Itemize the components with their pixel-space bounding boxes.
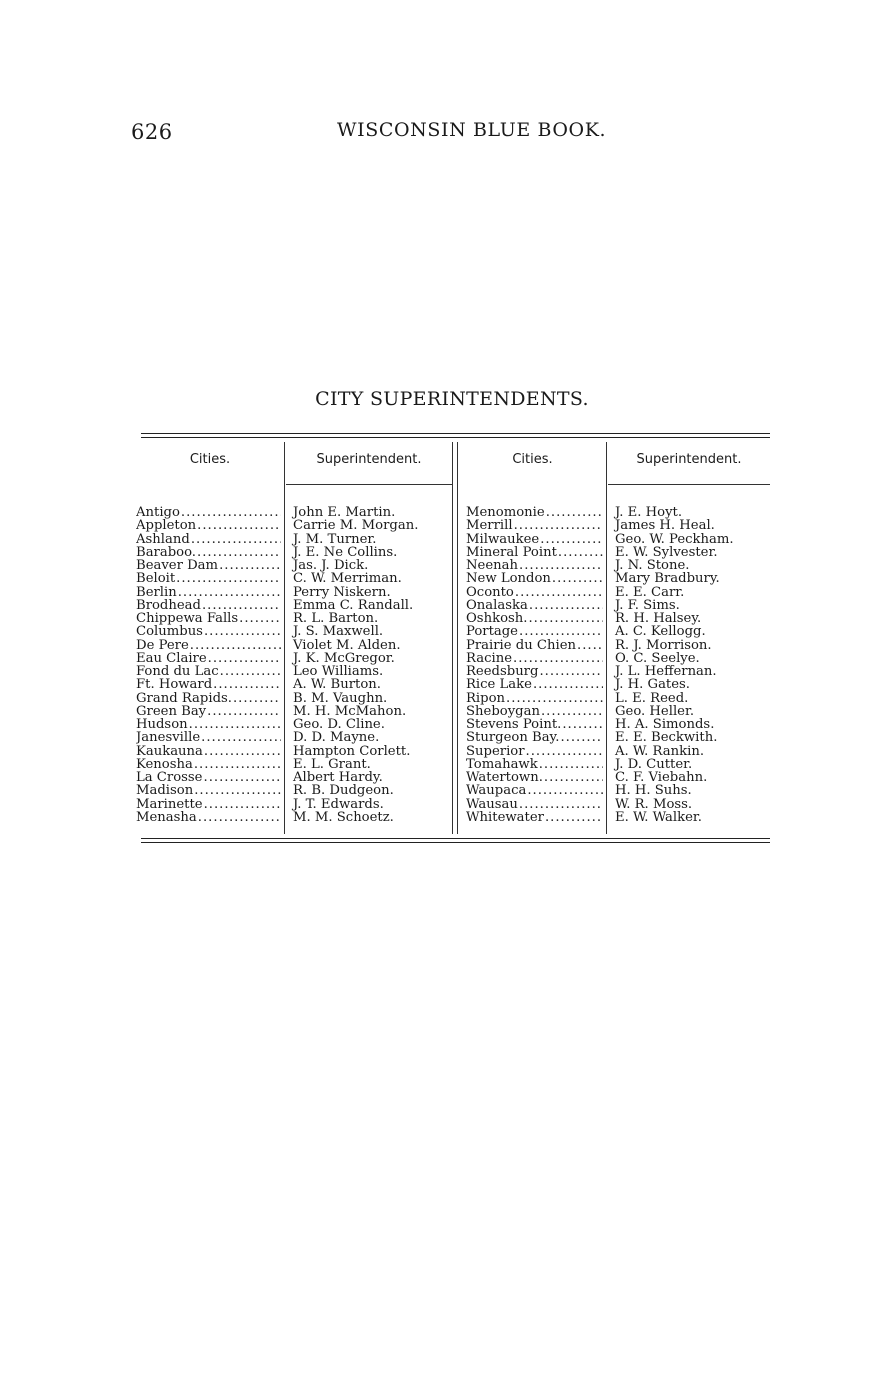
city-cell — [466, 798, 603, 811]
city-name: Waupaca — [466, 784, 527, 798]
leader-dots — [528, 612, 603, 625]
leader-dots — [233, 692, 281, 705]
superintendent-cell: E. W. Sylvester. — [615, 544, 718, 560]
city-cell — [466, 718, 603, 731]
city-name: New London — [466, 572, 551, 586]
leader-dots — [558, 546, 603, 559]
superintendent-cell: R. L. Barton. — [293, 611, 379, 626]
city-name: Beaver Dam — [136, 559, 219, 573]
city-name: Antigo — [136, 506, 180, 520]
city-cell — [466, 639, 603, 652]
column-header-cities-right: Cities. — [512, 452, 553, 467]
city-cell — [466, 811, 603, 824]
leader-dots — [539, 665, 603, 678]
leader-dots — [546, 506, 603, 519]
city-cell — [136, 652, 281, 665]
city-cell — [466, 705, 603, 718]
city-cell — [136, 745, 281, 758]
left-cities-column — [136, 506, 281, 824]
city-name: Grand Rapids. — [136, 691, 232, 705]
city-cell — [136, 586, 281, 599]
city-name: Prairie du Chien — [466, 638, 577, 652]
city-name: Brodhead — [136, 598, 201, 612]
city-cell — [466, 599, 603, 612]
superintendent-cell: Emma C. Randall. — [293, 597, 414, 613]
city-cell — [466, 784, 603, 797]
right-superintendents-column — [615, 506, 770, 824]
header-rule — [608, 484, 770, 485]
city-cell — [136, 572, 281, 585]
leader-dots — [539, 758, 603, 771]
column-divider-center-left — [452, 442, 453, 834]
table-bottom-rule — [141, 838, 770, 839]
city-name: Beloit — [136, 572, 176, 586]
city-name: Stevens Point. — [466, 718, 562, 732]
city-name: Sheboygan — [466, 704, 540, 718]
city-name: Reedsburg — [466, 665, 539, 679]
superintendent-cell: A. W. Rankin. — [615, 743, 705, 759]
city-name: Ripon — [466, 691, 506, 705]
leader-dots — [213, 678, 281, 691]
superintendent-cell: J. L. Heffernan. — [615, 664, 717, 679]
city-cell — [466, 771, 603, 784]
superintendent-cell: Jas. J. Dick. — [293, 558, 369, 573]
column-divider — [284, 442, 285, 834]
city-cell — [136, 678, 281, 691]
leader-dots — [194, 758, 281, 771]
city-cell — [466, 745, 603, 758]
column-divider — [606, 442, 607, 834]
leader-dots — [562, 718, 603, 731]
leader-dots — [519, 625, 603, 638]
city-name: Merrill — [466, 519, 513, 533]
superintendent-cell: D. D. Mayne. — [293, 730, 380, 746]
superintendent-cell: O. C. Seelye. — [615, 650, 700, 666]
superintendent-cell: Perry Niskern. — [293, 584, 391, 600]
city-name: Superior — [466, 744, 525, 758]
leader-dots — [204, 745, 281, 758]
leader-dots — [519, 559, 603, 572]
superintendent-cell: Mary Bradbury. — [615, 571, 720, 587]
city-name: Ashland — [136, 532, 190, 546]
superintendent-cell: J. E. Ne Collins. — [293, 544, 398, 560]
city-cell — [466, 758, 603, 771]
superintendent-cell: E. L. Grant. — [293, 756, 371, 772]
city-cell — [136, 705, 281, 718]
leader-dots — [506, 692, 603, 705]
city-name: Rice Lake — [466, 678, 532, 692]
city-name: Wausau — [466, 797, 518, 811]
leader-dots — [204, 625, 281, 638]
city-cell — [136, 784, 281, 797]
leader-dots — [198, 811, 281, 824]
right-cities-column — [466, 506, 603, 824]
city-cell — [136, 546, 281, 559]
leader-dots — [181, 506, 281, 519]
city-name: Marinette — [136, 797, 203, 811]
superintendent-cell: B. M. Vaughn. — [293, 690, 388, 706]
leader-dots — [513, 652, 603, 665]
superintendent-cell: James H. Heal. — [615, 518, 715, 534]
superintendent-cell: J. M. Turner. — [293, 531, 377, 547]
leader-dots — [541, 705, 603, 718]
leader-dots — [176, 572, 281, 585]
city-name: La Crosse — [136, 771, 203, 785]
city-cell — [136, 639, 281, 652]
section-title: CITY SUPERINTENDENTS. — [315, 388, 589, 410]
city-name: Portage — [466, 625, 518, 639]
leader-dots — [239, 612, 281, 625]
city-name: Columbus — [136, 625, 203, 639]
column-header-superintendent-left: Superintendent. — [316, 452, 422, 467]
leader-dots — [526, 745, 603, 758]
leader-dots — [533, 678, 603, 691]
city-name: Berlin — [136, 585, 177, 599]
superintendent-cell: H. H. Suhs. — [615, 783, 692, 799]
leader-dots — [194, 784, 281, 797]
city-cell — [136, 599, 281, 612]
leader-dots — [204, 771, 282, 784]
city-cell — [466, 546, 603, 559]
city-cell — [136, 665, 281, 678]
superintendent-cell: E. W. Walker. — [615, 809, 702, 825]
superintendent-cell: Violet M. Alden. — [293, 637, 401, 653]
city-cell — [136, 612, 281, 625]
superintendent-cell: C. F. Viebahn. — [615, 770, 708, 785]
leader-dots — [527, 784, 603, 797]
leader-dots — [191, 533, 281, 546]
leader-dots — [577, 639, 603, 652]
city-name: De Pere — [136, 638, 189, 652]
city-cell — [136, 625, 281, 638]
city-cell — [466, 678, 603, 691]
city-name: Oshkosh. — [466, 612, 528, 626]
superintendent-cell: A. W. Burton. — [293, 677, 381, 693]
header-rule — [286, 484, 452, 485]
city-name: Menomonie — [466, 506, 545, 520]
leader-dots — [544, 771, 603, 784]
column-header-superintendent-right: Superintendent. — [636, 452, 742, 467]
city-name: Green Bay — [136, 704, 207, 718]
leader-dots — [529, 599, 603, 612]
city-cell — [136, 533, 281, 546]
superintendent-cell: W. R. Moss. — [615, 796, 693, 812]
running-title: WISCONSIN BLUE BOOK. — [337, 119, 607, 141]
city-cell — [136, 718, 281, 731]
city-cell — [136, 798, 281, 811]
city-cell — [136, 731, 281, 744]
superintendent-cell: E. E. Carr. — [615, 584, 685, 600]
table-top-rule-inner — [141, 437, 770, 438]
table-bottom-rule-outer — [141, 842, 770, 843]
superintendent-cell: R. J. Morrison. — [615, 637, 712, 653]
superintendent-cell: A. C. Kellogg. — [615, 624, 706, 640]
city-cell — [466, 572, 603, 585]
city-cell — [466, 612, 603, 625]
leader-dots — [552, 572, 603, 585]
city-name: Madison — [136, 784, 194, 798]
superintendent-cell: H. A. Simonds. — [615, 717, 715, 732]
leader-dots — [219, 559, 281, 572]
city-cell — [136, 811, 281, 824]
superintendent-cell: J. H. Gates. — [615, 677, 690, 693]
superintendent-cell: J. S. Maxwell. — [293, 624, 384, 640]
city-cell — [466, 692, 603, 705]
city-cell — [466, 625, 603, 638]
city-name: Tomahawk — [466, 757, 538, 771]
leader-dots — [514, 519, 603, 532]
superintendent-cell: M. H. McMahon. — [293, 703, 407, 719]
city-name: Mineral Point — [466, 545, 557, 559]
city-cell — [466, 519, 603, 532]
city-name: Menasha — [136, 810, 197, 824]
leader-dots — [207, 705, 281, 718]
city-name: Whitewater — [466, 810, 544, 824]
leader-dots — [540, 533, 603, 546]
superintendent-cell: Geo. W. Peckham. — [615, 531, 734, 547]
leader-dots — [190, 639, 281, 652]
superintendent-cell: Albert Hardy. — [293, 770, 383, 785]
city-name: Watertown. — [466, 771, 543, 785]
superintendent-cell: E. E. Beckwith. — [615, 730, 718, 746]
superintendents-table — [136, 442, 770, 840]
city-cell — [136, 506, 281, 519]
superintendent-cell: J. F. Sims. — [615, 597, 680, 613]
superintendent-cell: R. B. Dudgeon. — [293, 783, 394, 799]
city-name: Racine — [466, 651, 512, 665]
city-name: Fond du Lac — [136, 665, 219, 679]
leader-dots — [204, 798, 281, 811]
city-name: Milwaukee — [466, 532, 540, 546]
city-cell — [466, 731, 603, 744]
city-cell — [466, 533, 603, 546]
table-top-rule — [141, 433, 770, 434]
leader-dots — [178, 586, 281, 599]
superintendent-cell: J. E. Hoyt. — [615, 505, 683, 520]
city-cell — [466, 586, 603, 599]
city-name: Oconto — [466, 585, 514, 599]
left-superintendents-column — [293, 506, 449, 824]
city-name: Onalaska — [466, 598, 528, 612]
leader-dots — [197, 546, 281, 559]
page-number: 626 — [131, 120, 173, 144]
city-cell — [136, 692, 281, 705]
superintendent-cell: J. D. Cutter. — [615, 756, 693, 772]
city-name: Baraboo. — [136, 545, 197, 559]
city-name: Kenosha — [136, 757, 193, 771]
city-name: Eau Claire — [136, 651, 207, 665]
superintendent-cell: R. H. Halsey. — [615, 611, 702, 626]
superintendent-cell: John E. Martin. — [293, 505, 396, 520]
city-name: Ft. Howard — [136, 678, 213, 692]
leader-dots — [220, 665, 281, 678]
superintendent-cell: Geo. Heller. — [615, 703, 695, 719]
leader-dots — [545, 811, 603, 824]
city-name: Neenah — [466, 559, 518, 573]
city-cell — [466, 665, 603, 678]
city-cell — [466, 652, 603, 665]
superintendent-cell: Leo Williams. — [293, 664, 384, 679]
superintendent-cell: J. T. Edwards. — [293, 796, 384, 812]
city-name: Hudson — [136, 718, 188, 732]
city-name: Appleton — [136, 519, 197, 533]
city-name: Sturgeon Bay. — [466, 731, 560, 745]
city-name: Janesville — [136, 731, 201, 745]
leader-dots — [197, 519, 281, 532]
superintendent-cell: Carrie M. Morgan. — [293, 518, 419, 534]
city-cell — [136, 758, 281, 771]
superintendent-cell: C. W. Merriman. — [293, 571, 402, 587]
city-cell — [136, 519, 281, 532]
leader-dots — [189, 718, 281, 731]
city-cell — [466, 559, 603, 572]
city-cell — [466, 506, 603, 519]
leader-dots — [202, 599, 281, 612]
city-name: Chippewa Falls — [136, 612, 239, 626]
superintendent-cell: J. N. Stone. — [615, 558, 690, 573]
column-header-cities-left: Cities. — [189, 452, 231, 467]
superintendent-cell: Geo. D. Cline. — [293, 717, 385, 732]
superintendent-cell: Hampton Corlett. — [293, 743, 411, 759]
leader-dots — [519, 798, 603, 811]
city-cell — [136, 771, 281, 784]
leader-dots — [201, 731, 281, 744]
leader-dots — [208, 652, 281, 665]
leader-dots — [515, 586, 603, 599]
superintendent-cell: J. K. McGregor. — [293, 650, 395, 666]
superintendent-cell: M. M. Schoetz. — [293, 809, 394, 825]
superintendent-cell: L. E. Reed. — [615, 690, 689, 706]
city-name: Kaukauna — [136, 744, 203, 758]
city-cell — [136, 559, 281, 572]
column-divider-center-right — [457, 442, 458, 834]
leader-dots — [560, 731, 603, 744]
